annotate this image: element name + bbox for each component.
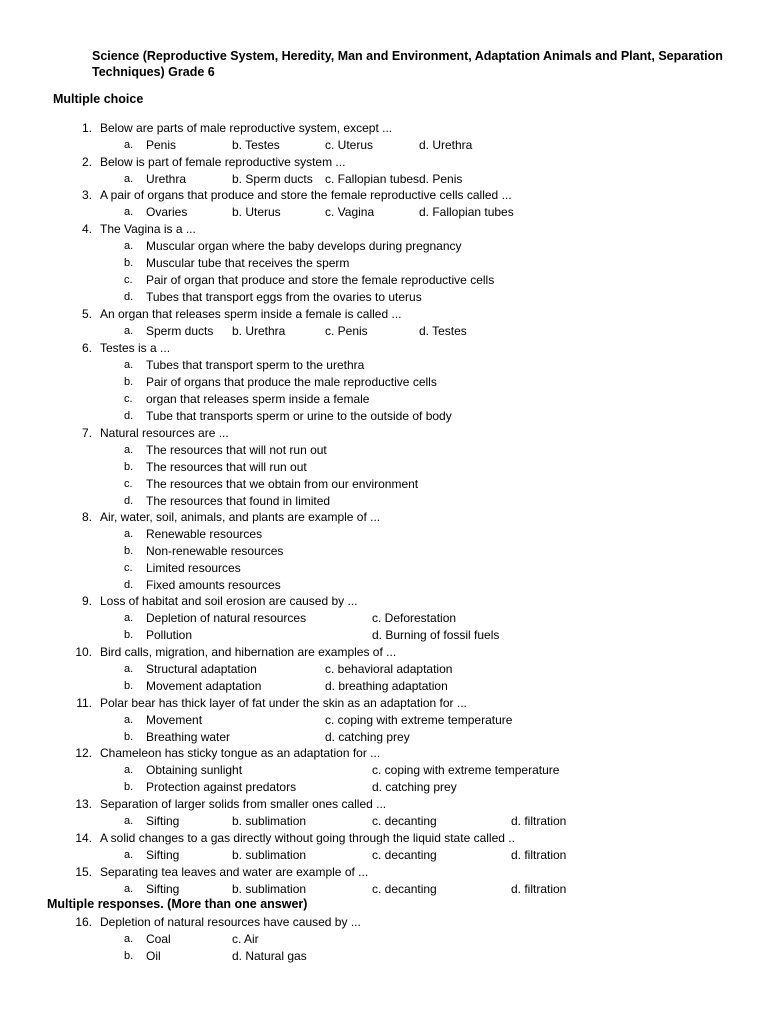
question-number: 10.	[75, 645, 92, 659]
answer-option[interactable]: d. Fallopian tubes	[419, 205, 514, 219]
section-heading-multiple-responses: Multiple responses. (More than one answer)	[47, 897, 308, 911]
option-text: Muscular organ where the baby develops during pregnancy	[146, 239, 462, 253]
option-letter: d.	[124, 495, 134, 507]
answer-option[interactable]: d. Testes	[419, 324, 467, 338]
option-text: Non-renewable resources	[146, 544, 284, 558]
question-number: 9.	[81, 594, 92, 608]
answer-option[interactable]: d. Burning of fossil fuels	[372, 628, 500, 642]
option-letter: b.	[124, 950, 134, 962]
option-letter: a.	[124, 325, 134, 337]
option-text: Pollution	[146, 628, 193, 642]
answer-option[interactable]: d. Natural gas	[232, 949, 307, 963]
option-text: Muscular tube that receives the sperm	[146, 256, 350, 270]
question-text: A pair of organs that produce and store the female reproductive cells called ...	[100, 188, 512, 202]
option-text: Oil	[146, 949, 161, 963]
option-text: Sperm ducts	[146, 324, 214, 338]
option-letter: a.	[124, 663, 134, 675]
answer-option[interactable]: b. Sperm ducts	[232, 172, 313, 186]
question-text: Chameleon has sticky tongue as an adaptation for ...	[100, 746, 381, 760]
answer-option[interactable]: d. breathing adaptation	[325, 679, 448, 693]
answer-option[interactable]: b. Testes	[232, 138, 280, 152]
option-text: Movement adaptation	[146, 679, 262, 693]
option-text: Sifting	[146, 848, 180, 862]
option-letter: c.	[124, 562, 133, 574]
question-text: Below is part of female reproductive system ...	[100, 155, 346, 169]
answer-option[interactable]: d. Urethra	[419, 138, 473, 152]
option-text: Sifting	[146, 882, 180, 896]
option-text: Tubes that transport sperm to the urethra	[146, 358, 365, 372]
option-text: Coal	[146, 932, 171, 946]
question-text: Bird calls, migration, and hibernation are examples of ...	[100, 645, 397, 659]
option-text: Urethra	[146, 172, 187, 186]
option-letter: a.	[124, 139, 134, 151]
option-letter: c.	[124, 393, 133, 405]
answer-option[interactable]: c. Fallopian tubes	[325, 172, 420, 186]
option-text: Movement	[146, 713, 203, 727]
answer-option[interactable]: c. Vagina	[325, 205, 375, 219]
answer-option[interactable]: b. sublimation	[232, 814, 307, 828]
option-letter: a.	[124, 714, 134, 726]
option-letter: a.	[124, 173, 134, 185]
option-text: Depletion of natural resources	[146, 611, 307, 625]
answer-option[interactable]: b. sublimation	[232, 848, 307, 862]
answer-option[interactable]: b. Uterus	[232, 205, 281, 219]
answer-option[interactable]: c. decanting	[372, 882, 437, 896]
option-letter: a.	[124, 528, 134, 540]
question-text: The Vagina is a ...	[100, 222, 196, 236]
option-letter: b.	[124, 629, 134, 641]
option-letter: b.	[124, 731, 134, 743]
question-text: Air, water, soil, animals, and plants are example of ...	[100, 510, 381, 524]
option-letter: b.	[124, 781, 134, 793]
question-number: 13.	[75, 797, 92, 811]
option-text: Penis	[146, 138, 177, 152]
option-text: Limited resources	[146, 561, 241, 575]
option-letter: b.	[124, 545, 134, 557]
option-letter: b.	[124, 376, 134, 388]
answer-option[interactable]: c. coping with extreme temperature	[372, 763, 560, 777]
section-heading-multiple-choice: Multiple choice	[53, 92, 144, 106]
question-number: 15.	[75, 865, 92, 879]
question-text: Depletion of natural resources have caused by ...	[100, 915, 361, 929]
question-text: An organ that releases sperm inside a female is called ...	[100, 307, 402, 321]
option-text: Sifting	[146, 814, 180, 828]
worksheet-title: Science (Reproductive System, Heredity, Man and Environment, Adaptation Animals and Plant, Separation Techniques) Grade 6	[92, 49, 723, 79]
answer-option[interactable]: c. decanting	[372, 814, 437, 828]
option-text: The resources that will not run out	[146, 443, 327, 457]
option-text: Ovaries	[146, 205, 188, 219]
option-letter: d.	[124, 291, 134, 303]
option-text: Tubes that transport eggs from the ovaries to uterus	[146, 290, 422, 304]
question-text: Polar bear has thick layer of fat under the skin as an adaptation for ...	[100, 696, 467, 710]
option-text: Structural adaptation	[146, 662, 257, 676]
option-text: Fixed amounts resources	[146, 578, 281, 592]
answer-option[interactable]: c. Uterus	[325, 138, 374, 152]
question-text: Separating tea leaves and water are example of ...	[100, 865, 369, 879]
question-text: Below are parts of male reproductive system, except ...	[100, 121, 393, 135]
option-letter: a.	[124, 933, 134, 945]
answer-option[interactable]: b. sublimation	[232, 882, 307, 896]
option-text: The resources that found in limited	[146, 494, 331, 508]
question-text: Separation of larger solids from smaller ones called ...	[100, 797, 387, 811]
question-number: 4.	[81, 222, 92, 236]
question-number: 2.	[81, 155, 92, 169]
question-number: 3.	[81, 188, 92, 202]
option-letter: a.	[124, 359, 134, 371]
option-text: Pair of organ that produce and store the female reproductive cells	[146, 273, 495, 287]
option-text: Breathing water	[146, 730, 231, 744]
answer-option[interactable]: c. Deforestation	[372, 611, 457, 625]
answer-option[interactable]: d. filtration	[511, 882, 567, 896]
option-letter: c.	[124, 478, 133, 490]
option-letter: a.	[124, 206, 134, 218]
answer-option[interactable]: c. decanting	[372, 848, 437, 862]
question-number: 7.	[81, 426, 92, 440]
option-letter: c.	[124, 274, 133, 286]
answer-option[interactable]: d. catching prey	[325, 730, 410, 744]
option-text: Pair of organs that produce the male reproductive cells	[146, 375, 437, 389]
option-letter: d.	[124, 579, 134, 591]
answer-option[interactable]: c. behavioral adaptation	[325, 662, 453, 676]
option-letter: a.	[124, 883, 134, 895]
answer-option[interactable]: c. coping with extreme temperature	[325, 713, 513, 727]
answer-option[interactable]: c. Penis	[325, 324, 368, 338]
question-number: 14.	[75, 831, 92, 845]
question-text: A solid changes to a gas directly without going through the liquid state called ..	[100, 831, 515, 845]
answer-option[interactable]: d. catching prey	[372, 780, 457, 794]
answer-option[interactable]: b. Urethra	[232, 324, 286, 338]
question-number: 16.	[75, 915, 92, 929]
question-text: Loss of habitat and soil erosion are caused by ...	[100, 594, 358, 608]
option-letter: b.	[124, 461, 134, 473]
question-number: 8.	[81, 510, 92, 524]
option-letter: d.	[124, 410, 134, 422]
question-number: 11.	[76, 696, 92, 710]
question-text: Testes is a ...	[100, 341, 171, 355]
option-text: Obtaining sunlight	[146, 763, 243, 777]
question-number: 1.	[81, 121, 92, 135]
option-letter: a.	[124, 815, 134, 827]
answer-option[interactable]: d. Penis	[419, 172, 463, 186]
option-letter: a.	[124, 444, 134, 456]
option-letter: a.	[124, 612, 134, 624]
option-text: Protection against predators	[146, 780, 297, 794]
answer-option[interactable]: d. filtration	[511, 848, 567, 862]
question-number: 12.	[75, 746, 92, 760]
option-letter: b.	[124, 680, 134, 692]
option-text: organ that releases sperm inside a female	[146, 392, 370, 406]
option-text: Renewable resources	[146, 527, 263, 541]
option-text: The resources that will run out	[146, 460, 307, 474]
option-text: Tube that transports sperm or urine to the outside of body	[146, 409, 452, 423]
question-number: 5.	[81, 307, 92, 321]
question-number: 6.	[81, 341, 92, 355]
option-letter: a.	[124, 240, 134, 252]
answer-option[interactable]: d. filtration	[511, 814, 567, 828]
option-letter: b.	[124, 257, 134, 269]
option-letter: a.	[124, 764, 134, 776]
option-text: The resources that we obtain from our environment	[146, 477, 419, 491]
answer-option[interactable]: c. Air	[232, 932, 259, 946]
question-text: Natural resources are ...	[100, 426, 229, 440]
option-letter: a.	[124, 849, 134, 861]
